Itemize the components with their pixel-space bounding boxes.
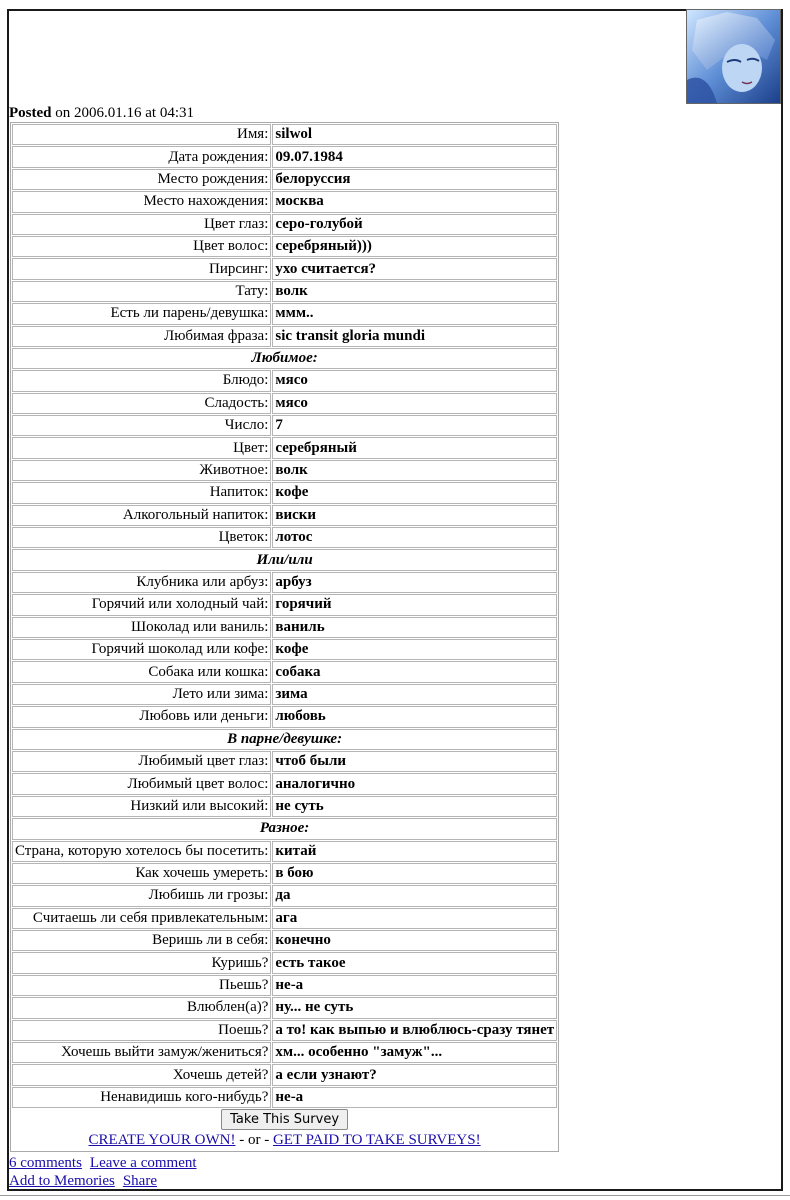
question-label: Любовь или деньги:	[12, 706, 271, 727]
question-label: Место рождения:	[12, 169, 271, 190]
question-label: Имя:	[12, 124, 271, 145]
survey-row	[12, 124, 557, 145]
answer-value: хм... особенно "замуж"...	[272, 1042, 557, 1063]
survey-row	[12, 236, 557, 257]
question-label: Любимый цвет глаз:	[12, 751, 271, 772]
survey-row	[12, 370, 557, 391]
question-label: Поешь?	[12, 1020, 271, 1041]
answer-value: белоруссия	[272, 169, 557, 190]
survey-row	[12, 169, 557, 190]
answer-value: кофе	[272, 639, 557, 660]
survey-row	[12, 505, 557, 526]
answer-value: китай	[272, 841, 557, 862]
question-label: Страна, которую хотелось бы посетить:	[12, 841, 271, 862]
question-label: Цвет волос:	[12, 236, 271, 257]
question-label: Цвет глаз:	[12, 214, 271, 235]
question-label: Число:	[12, 415, 271, 436]
answer-value: любовь	[272, 706, 557, 727]
anime-avatar-icon	[687, 10, 780, 103]
survey-row	[12, 975, 557, 996]
survey-row	[12, 482, 557, 503]
survey-row	[12, 706, 557, 727]
answer-value: волк	[272, 281, 557, 302]
survey-row	[12, 326, 557, 347]
add-to-memories-link[interactable]: Add to Memories	[9, 1173, 115, 1189]
survey-row	[12, 214, 557, 235]
get-paid-link[interactable]: GET PAID TO TAKE SURVEYS!	[272, 1132, 481, 1149]
question-label: Любимый цвет волос:	[12, 773, 271, 794]
or-separator: - or -	[235, 1132, 273, 1149]
survey-row	[12, 393, 557, 414]
question-label: Пьешь?	[12, 975, 271, 996]
survey-row	[12, 258, 557, 279]
survey-row	[12, 661, 557, 682]
answer-value: в бою	[272, 863, 557, 884]
answer-value: ммм..	[272, 303, 557, 324]
question-label: Цвет:	[12, 437, 271, 458]
answer-value: мясо	[272, 370, 557, 391]
section-heading: Разное:	[12, 818, 557, 839]
question-label: Тату:	[12, 281, 271, 302]
answer-value: москва	[272, 191, 557, 212]
post-timestamp	[9, 104, 194, 122]
survey-section-row	[12, 549, 557, 570]
survey-row	[12, 146, 557, 167]
survey-row	[12, 1020, 557, 1041]
user-avatar[interactable]	[686, 9, 781, 104]
answer-value: чтоб были	[272, 751, 557, 772]
answer-value: арбуз	[272, 572, 557, 593]
question-label: Напиток:	[12, 482, 271, 503]
answer-value: серебряный)))	[272, 236, 557, 257]
answer-value: мясо	[272, 393, 557, 414]
survey-row	[12, 460, 557, 481]
comments-link[interactable]: 6 comments	[9, 1155, 82, 1171]
survey-footer	[12, 1109, 557, 1150]
answer-value: не-а	[272, 975, 557, 996]
question-label: Веришь ли в себя:	[12, 930, 271, 951]
survey-row	[12, 863, 557, 884]
question-label: Как хочешь умереть:	[12, 863, 271, 884]
survey-row	[12, 572, 557, 593]
question-label: Горячий шоколад или кофе:	[12, 639, 271, 660]
survey-row	[12, 303, 557, 324]
question-label: Лето или зима:	[12, 684, 271, 705]
survey-row	[12, 415, 557, 436]
answer-value: зима	[272, 684, 557, 705]
post-footer	[9, 1154, 205, 1190]
answer-value: лотос	[272, 527, 557, 548]
survey-row	[12, 885, 557, 906]
survey-row	[12, 594, 557, 615]
take-survey-button[interactable]: Take This Survey	[221, 1109, 348, 1130]
survey-row	[12, 841, 557, 862]
answer-value: серебряный	[272, 437, 557, 458]
survey-row	[12, 1087, 557, 1108]
question-label: Сладость:	[12, 393, 271, 414]
answer-value: аналогично	[272, 773, 557, 794]
answer-value: а то! как выпью и влюблюсь-сразу тянет	[272, 1020, 557, 1041]
question-label: Хочешь выйти замуж/жениться?	[12, 1042, 271, 1063]
leave-comment-link[interactable]: Leave a comment	[89, 1155, 197, 1171]
answer-value: волк	[272, 460, 557, 481]
survey-row	[12, 952, 557, 973]
survey-row	[12, 1042, 557, 1063]
question-label: Влюблен(а)?	[12, 997, 271, 1018]
question-label: Есть ли парень/девушка:	[12, 303, 271, 324]
answer-value: да	[272, 885, 557, 906]
divider	[0, 1195, 790, 1196]
question-label: Животное:	[12, 460, 271, 481]
posted-label: Posted	[9, 105, 52, 121]
answer-value: ваниль	[272, 617, 557, 638]
answer-value: есть такое	[272, 952, 557, 973]
survey-section-row	[12, 348, 557, 369]
survey-section-row	[12, 818, 557, 839]
answer-value: серо-голубой	[272, 214, 557, 235]
answer-value: 09.07.1984	[272, 146, 557, 167]
survey-footer-row	[12, 1109, 557, 1150]
question-label: Хочешь детей?	[12, 1064, 271, 1085]
answer-value: ну... не суть	[272, 997, 557, 1018]
answer-value: не-а	[272, 1087, 557, 1108]
survey-row	[12, 527, 557, 548]
survey-row	[12, 1064, 557, 1085]
question-label: Любишь ли грозы:	[12, 885, 271, 906]
question-label: Собака или кошка:	[12, 661, 271, 682]
survey-row	[12, 281, 557, 302]
answer-value: ага	[272, 908, 557, 929]
question-label: Ненавидишь кого-нибудь?	[12, 1087, 271, 1108]
survey-table	[10, 122, 559, 1152]
survey-row	[12, 930, 557, 951]
answer-value: не суть	[272, 796, 557, 817]
survey-row	[12, 751, 557, 772]
section-heading: Любимое:	[12, 348, 557, 369]
question-label: Куришь?	[12, 952, 271, 973]
answer-value: 7	[272, 415, 557, 436]
answer-value: кофе	[272, 482, 557, 503]
question-label: Шоколад или ваниль:	[12, 617, 271, 638]
survey-row	[12, 796, 557, 817]
survey-row	[12, 684, 557, 705]
question-label: Дата рождения:	[12, 146, 271, 167]
question-label: Место нахождения:	[12, 191, 271, 212]
answer-value: а если узнают?	[272, 1064, 557, 1085]
posted-date: on 2006.01.16 at 04:31	[51, 105, 194, 121]
survey-section-row	[12, 729, 557, 750]
answer-value: конечно	[272, 930, 557, 951]
survey-row	[12, 617, 557, 638]
answer-value: sic transit gloria mundi	[272, 326, 557, 347]
survey-row	[12, 191, 557, 212]
section-heading: В парне/девушке:	[12, 729, 557, 750]
question-label: Клубника или арбуз:	[12, 572, 271, 593]
survey-row	[12, 773, 557, 794]
section-heading: Или/или	[12, 549, 557, 570]
question-label: Алкогольный напиток:	[12, 505, 271, 526]
question-label: Низкий или высокий:	[12, 796, 271, 817]
survey-links	[14, 1131, 555, 1150]
survey-row	[12, 437, 557, 458]
survey-row	[12, 639, 557, 660]
survey-row	[12, 908, 557, 929]
answer-value: ухо считается?	[272, 258, 557, 279]
answer-value: собака	[272, 661, 557, 682]
create-your-own-link[interactable]: CREATE YOUR OWN!	[88, 1132, 236, 1149]
answer-value: silwol	[272, 124, 557, 145]
answer-value: виски	[272, 505, 557, 526]
survey-row	[12, 997, 557, 1018]
share-link[interactable]: Share	[122, 1173, 157, 1189]
question-label: Блюдо:	[12, 370, 271, 391]
question-label: Цветок:	[12, 527, 271, 548]
question-label: Считаешь ли себя привлекательным:	[12, 908, 271, 929]
question-label: Любимая фраза:	[12, 326, 271, 347]
answer-value: горячий	[272, 594, 557, 615]
question-label: Пирсинг:	[12, 258, 271, 279]
question-label: Горячий или холодный чай:	[12, 594, 271, 615]
